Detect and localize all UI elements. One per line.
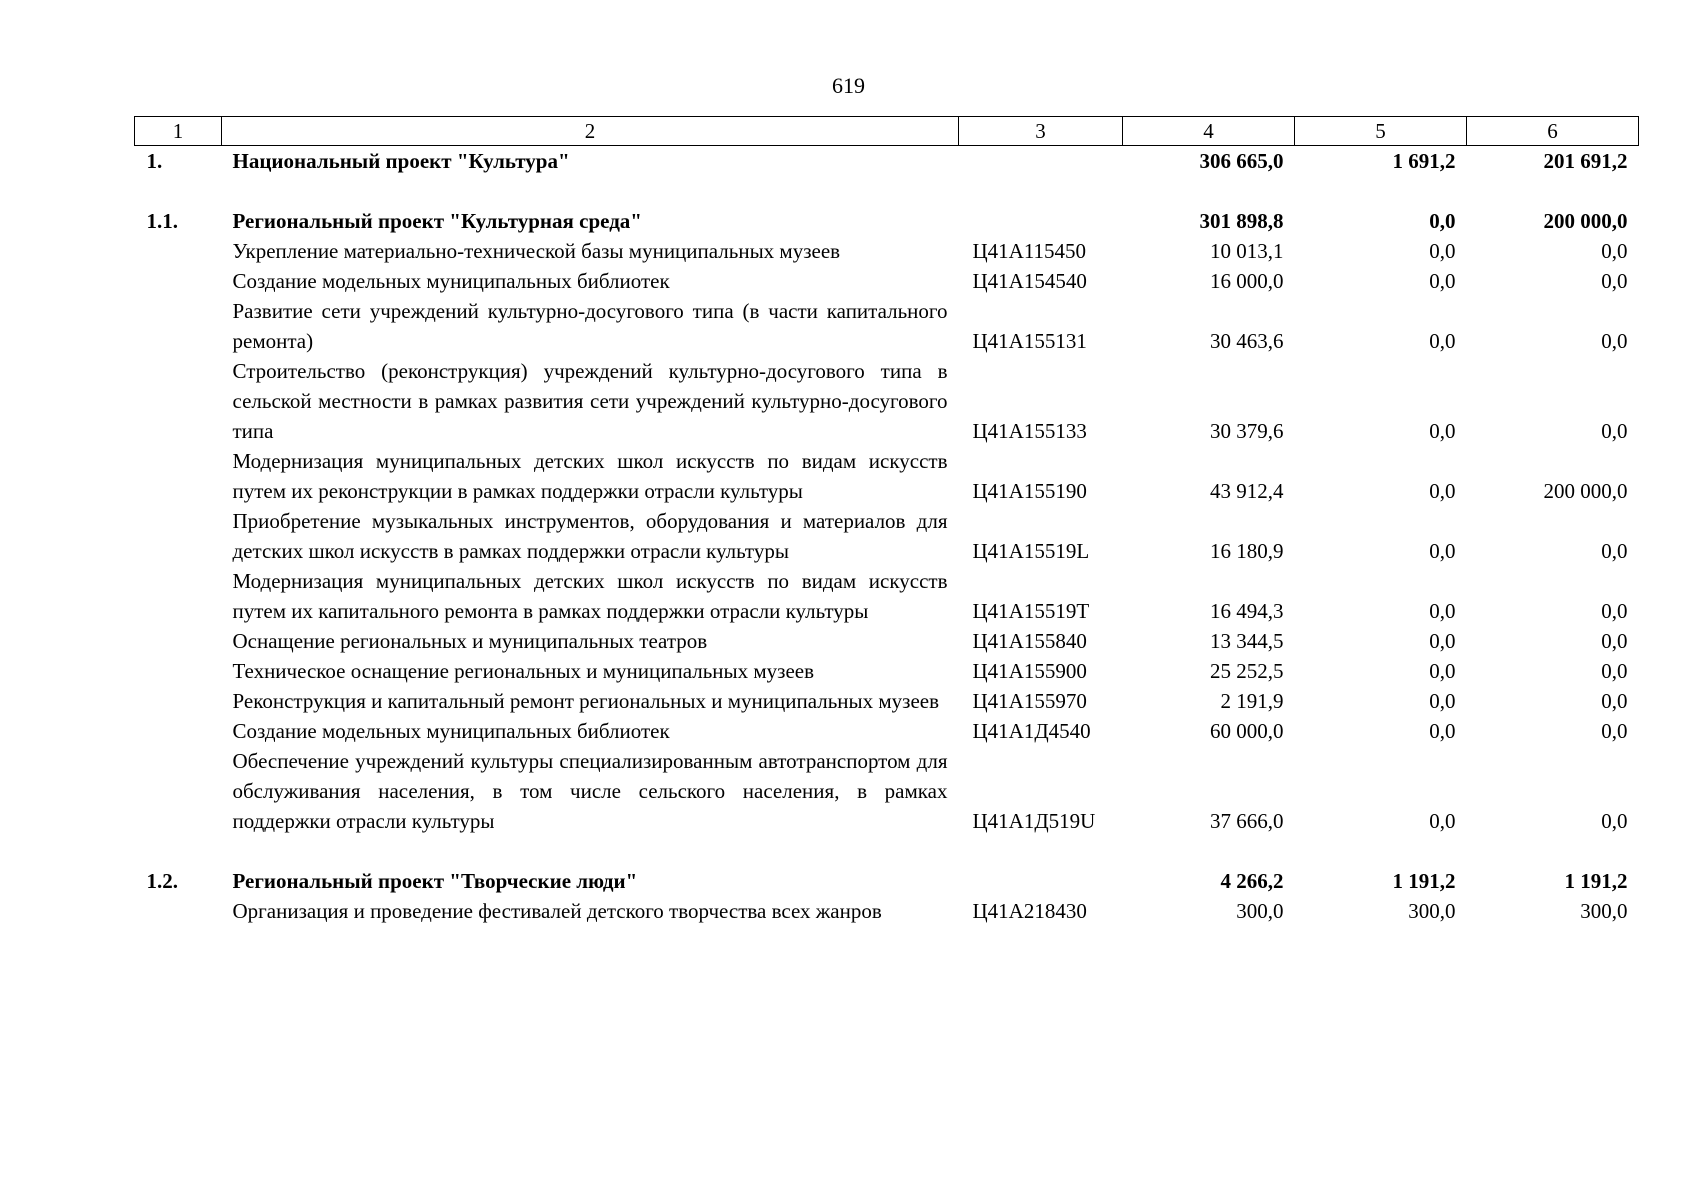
amount-col4-cell: 301 898,8 <box>1199 209 1284 233</box>
amount-col4-cell: 300,0 <box>1236 899 1284 923</box>
amount-col6-cell: 0,0 <box>1601 719 1628 743</box>
column-number-header: 1 <box>135 117 222 146</box>
column-number-header: 6 <box>1467 117 1639 146</box>
amount-col6-cell: 0,0 <box>1601 599 1628 623</box>
row-name-cell: Создание модельных муниципальных библиотек <box>232 719 670 743</box>
row-number-cell <box>135 626 222 656</box>
amount-col5-cell: 0,0 <box>1429 269 1456 293</box>
amount-col6-cell: 0,0 <box>1601 329 1628 353</box>
spacer-row <box>135 836 1639 866</box>
page-number: 619 <box>832 73 865 98</box>
table-row <box>135 686 1639 716</box>
section-row <box>135 206 1639 236</box>
amount-col4-cell: 4 266,2 <box>1220 869 1284 893</box>
table-row <box>135 506 1639 566</box>
table-row <box>135 356 1639 446</box>
amount-col5-cell: 0,0 <box>1429 689 1456 713</box>
row-name-cell: Развитие сети учреждений культурно-досугового типа (в части капитального ремонта) <box>232 299 948 353</box>
row-name-cell: Обеспечение учреждений культуры специализированным автотранспортом для обслуживания населения, в том числе сельского населения, в рамках поддержки отрасли культуры <box>232 749 948 833</box>
budget-code-cell <box>959 146 1123 177</box>
section-row <box>135 146 1639 177</box>
row-name-cell: Региональный проект "Культурная среда" <box>232 209 642 233</box>
row-number-cell <box>135 356 222 446</box>
column-number-header: 4 <box>1123 117 1295 146</box>
amount-col5-cell: 0,0 <box>1429 659 1456 683</box>
amount-col6-cell: 0,0 <box>1601 419 1628 443</box>
row-name-cell: Оснащение региональных и муниципальных театров <box>232 629 708 653</box>
amount-col4-cell: 43 912,4 <box>1210 479 1284 503</box>
amount-col4-cell: 2 191,9 <box>1220 689 1284 713</box>
table-row <box>135 746 1639 836</box>
table-row <box>135 296 1639 356</box>
column-number-row <box>135 117 1639 146</box>
amount-col6-cell: 300,0 <box>1580 899 1628 923</box>
row-number-cell <box>135 716 222 746</box>
amount-col6-cell: 0,0 <box>1601 809 1628 833</box>
row-name-cell: Модернизация муниципальных детских школ искусств по видам искусств путем их капитального ремонта в рамках поддержки отрасли культуры <box>232 569 948 623</box>
column-number-header: 2 <box>222 117 959 146</box>
budget-code-cell: Ц41А218430 <box>972 899 1087 923</box>
amount-col4-cell: 30 463,6 <box>1210 329 1284 353</box>
amount-col4-cell: 13 344,5 <box>1210 629 1284 653</box>
table-row <box>135 566 1639 626</box>
table-row <box>135 266 1639 296</box>
amount-col5-cell: 1 691,2 <box>1392 149 1456 173</box>
amount-col4-cell: 306 665,0 <box>1199 149 1284 173</box>
amount-col4-cell: 10 013,1 <box>1210 239 1284 263</box>
amount-col4-cell: 30 379,6 <box>1210 419 1284 443</box>
column-number-header: 5 <box>1295 117 1467 146</box>
row-name-cell: Создание модельных муниципальных библиотек <box>232 269 670 293</box>
budget-code-cell <box>959 866 1123 896</box>
table-row <box>135 236 1639 266</box>
amount-col4-cell: 25 252,5 <box>1210 659 1284 683</box>
row-name-cell: Укрепление материально-технической базы муниципальных музеев <box>232 239 841 263</box>
budget-code-cell: Ц41А154540 <box>972 269 1087 293</box>
budget-table <box>134 116 1639 926</box>
budget-code-cell: Ц41А155133 <box>972 419 1087 443</box>
row-name-cell: Организация и проведение фестивалей детского творчества всех жанров <box>232 899 882 923</box>
amount-col6-cell: 0,0 <box>1601 659 1628 683</box>
row-number-cell <box>135 896 222 926</box>
table-row <box>135 896 1639 926</box>
amount-col4-cell: 60 000,0 <box>1210 719 1284 743</box>
row-number-cell <box>135 566 222 626</box>
row-number-cell: 1.2. <box>146 869 178 893</box>
table-row <box>135 656 1639 686</box>
amount-col5-cell: 0,0 <box>1429 629 1456 653</box>
amount-col5-cell: 0,0 <box>1429 419 1456 443</box>
amount-col5-cell: 1 191,2 <box>1392 869 1456 893</box>
amount-col6-cell: 200 000,0 <box>1543 209 1628 233</box>
amount-col4-cell: 16 000,0 <box>1210 269 1284 293</box>
amount-col4-cell: 16 180,9 <box>1210 539 1284 563</box>
amount-col6-cell: 201 691,2 <box>1543 149 1628 173</box>
budget-code-cell: Ц41А15519Т <box>972 599 1090 623</box>
row-name-cell: Национальный проект "Культура" <box>232 149 570 173</box>
row-number-cell <box>135 656 222 686</box>
row-number-cell <box>135 746 222 836</box>
budget-code-cell: Ц41А155970 <box>972 689 1087 713</box>
amount-col5-cell: 0,0 <box>1429 719 1456 743</box>
spacer-cell <box>135 836 1639 866</box>
row-name-cell: Реконструкция и капитальный ремонт региональных и муниципальных музеев <box>232 689 940 713</box>
spacer-cell <box>135 176 1639 206</box>
section-row <box>135 866 1639 896</box>
amount-col4-cell: 37 666,0 <box>1210 809 1284 833</box>
row-number-cell <box>135 446 222 506</box>
row-name-cell: Модернизация муниципальных детских школ искусств по видам искусств путем их реконструкции в рамках поддержки отрасли культуры <box>232 449 948 503</box>
spacer-row <box>135 176 1639 206</box>
row-number-cell <box>135 266 222 296</box>
budget-code-cell: Ц41А15519L <box>972 539 1090 563</box>
amount-col5-cell: 0,0 <box>1429 239 1456 263</box>
amount-col6-cell: 0,0 <box>1601 269 1628 293</box>
amount-col6-cell: 0,0 <box>1601 689 1628 713</box>
row-name-cell: Строительство (реконструкция) учреждений культурно-досугового типа в сельской местности в рамках развития сети учреждений культурно-досугового типа <box>232 359 948 443</box>
budget-code-cell: Ц41А155840 <box>972 629 1087 653</box>
amount-col6-cell: 200 000,0 <box>1543 479 1628 503</box>
budget-code-cell: Ц41А155190 <box>972 479 1087 503</box>
budget-code-cell <box>959 206 1123 236</box>
amount-col5-cell: 0,0 <box>1429 209 1456 233</box>
table-row <box>135 626 1639 656</box>
row-number-cell <box>135 236 222 266</box>
amount-col5-cell: 0,0 <box>1429 809 1456 833</box>
row-name-cell: Техническое оснащение региональных и муниципальных музеев <box>232 659 815 683</box>
row-number-cell: 1. <box>146 149 163 173</box>
budget-code-cell: Ц41А115450 <box>972 239 1087 263</box>
row-number-cell <box>135 506 222 566</box>
amount-col6-cell: 0,0 <box>1601 539 1628 563</box>
amount-col5-cell: 300,0 <box>1408 899 1456 923</box>
budget-code-cell: Ц41А1Д4540 <box>972 719 1091 743</box>
row-name-cell: Региональный проект "Творческие люди" <box>232 869 638 893</box>
budget-code-cell: Ц41А1Д519U <box>972 809 1096 833</box>
table-row <box>135 446 1639 506</box>
row-number-cell <box>135 686 222 716</box>
row-number-cell: 1.1. <box>146 209 178 233</box>
amount-col4-cell: 16 494,3 <box>1210 599 1284 623</box>
row-name-cell: Приобретение музыкальных инструментов, оборудования и материалов для детских школ искусств в рамках поддержки отрасли культуры <box>232 509 948 563</box>
column-number-header: 3 <box>959 117 1123 146</box>
amount-col5-cell: 0,0 <box>1429 329 1456 353</box>
amount-col6-cell: 0,0 <box>1601 629 1628 653</box>
budget-code-cell: Ц41А155131 <box>972 329 1087 353</box>
row-number-cell <box>135 296 222 356</box>
amount-col5-cell: 0,0 <box>1429 479 1456 503</box>
amount-col6-cell: 0,0 <box>1601 239 1628 263</box>
amount-col6-cell: 1 191,2 <box>1564 869 1628 893</box>
table-row <box>135 716 1639 746</box>
amount-col5-cell: 0,0 <box>1429 599 1456 623</box>
budget-code-cell: Ц41А155900 <box>972 659 1087 683</box>
amount-col5-cell: 0,0 <box>1429 539 1456 563</box>
